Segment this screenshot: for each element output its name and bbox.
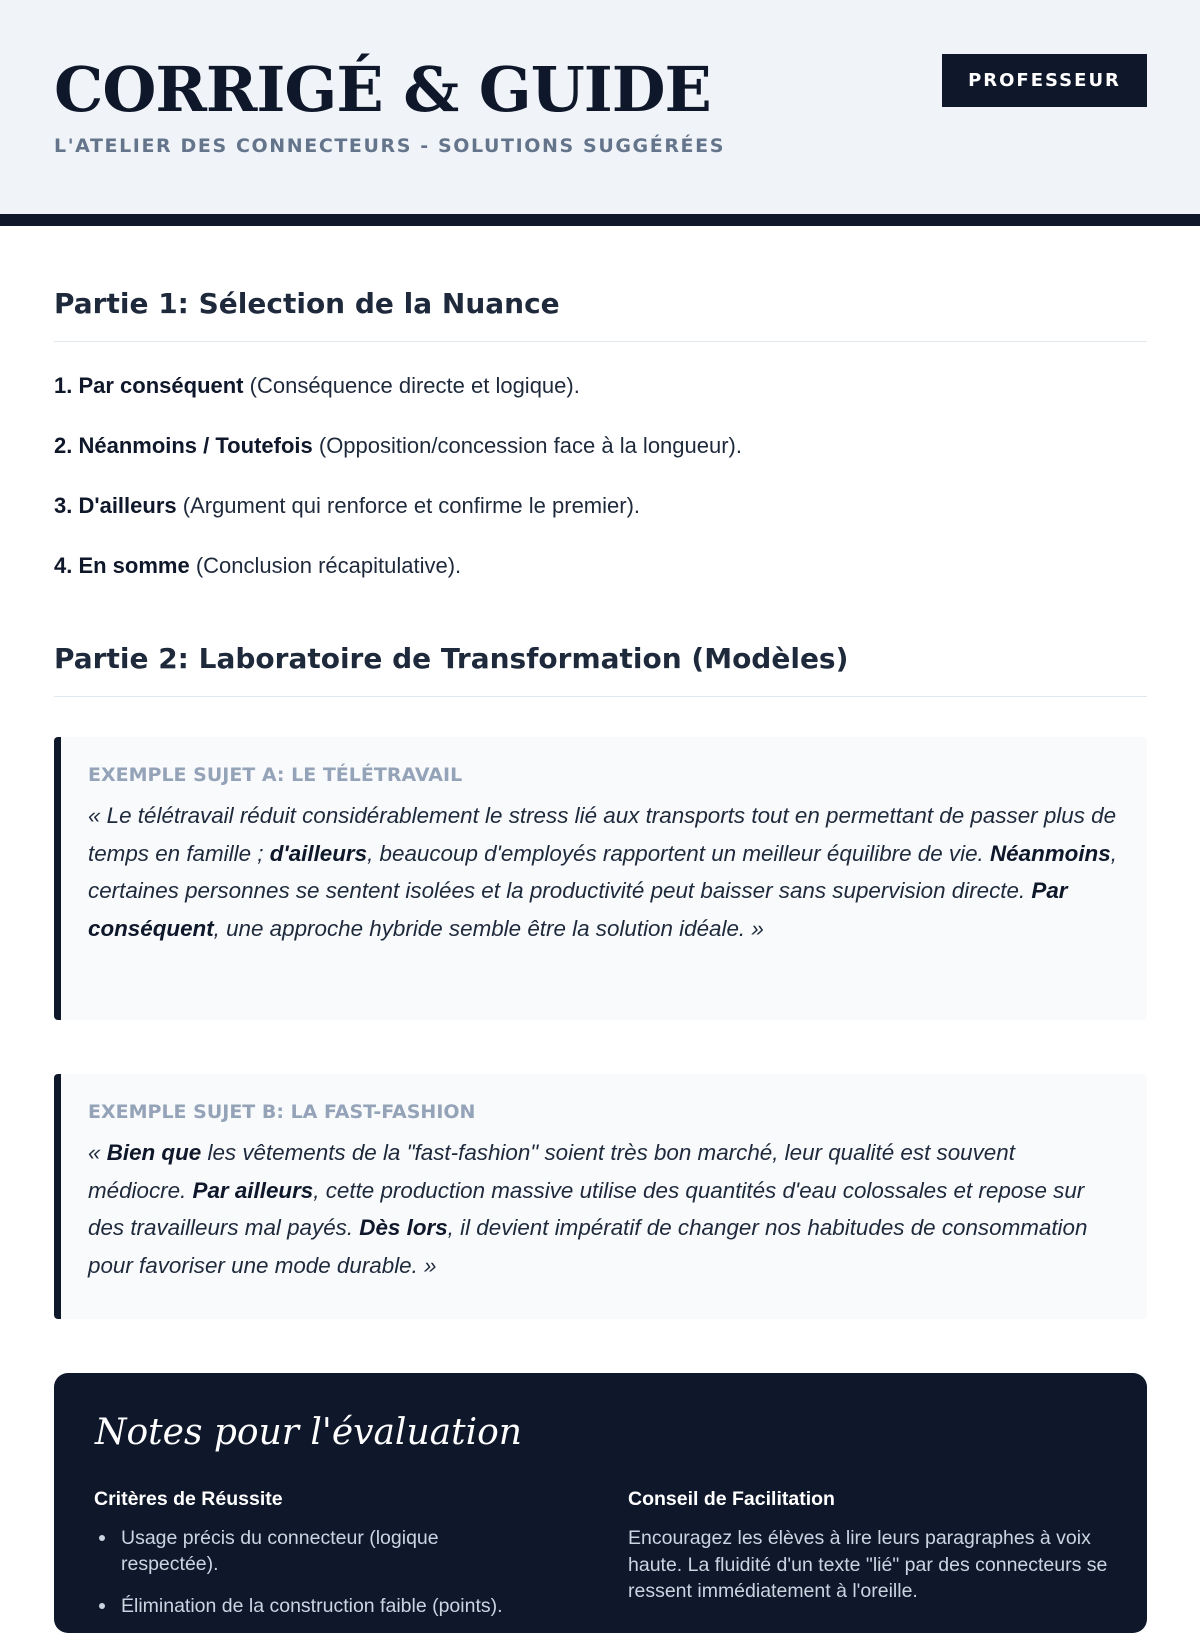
answer-explanation: (Conclusion récapitulative). (189, 553, 462, 578)
answer-explanation: (Conséquence directe et logique). (243, 373, 580, 398)
connector-highlight: Dès lors (359, 1215, 448, 1240)
part1-heading: Partie 1: Sélection de la Nuance (54, 287, 560, 320)
answer-connector: 4. En somme (54, 553, 190, 578)
example-card-a (54, 737, 1147, 1020)
role-badge: PROFESSEUR (942, 54, 1147, 107)
advice-text: Encouragez les élèves à lire leurs paragraphes à voix haute. La fluidité d'un texte "lié" par des connecteurs se ressent immédiatement à l'oreille. (628, 1527, 1108, 1602)
answer-connector: 1. Par conséquent (54, 373, 244, 398)
page-subtitle: L'ATELIER DES CONNECTEURS - SOLUTIONS SUGGÉRÉES (54, 135, 725, 157)
evaluation-notes-panel (54, 1373, 1147, 1633)
answer-item (54, 491, 640, 521)
criteria-title: Critères de Réussite (94, 1488, 283, 1510)
example-card-b (54, 1074, 1147, 1319)
connector-highlight: Bien que (106, 1140, 202, 1165)
page-title: CORRIGÉ & GUIDE (54, 53, 711, 126)
header-divider (0, 214, 1200, 226)
answer-explanation: (Argument qui renforce et confirme le premier). (176, 493, 641, 518)
example-label: EXEMPLE SUJET B: LA FAST-FASHION (88, 1101, 476, 1123)
answer-connector: 3. D'ailleurs (54, 493, 177, 518)
criteria-item: Élimination de la construction faible (points). (95, 1593, 525, 1619)
example-text: « Le télétravail réduit considérablement le stress lié aux transports tout en permettant de passer plus de temps en famille ; d'ailleurs, beaucoup d'employés rapportent un meilleur équilibre de vie. Néanmoins, certaines personnes se sentent isolées et la productivité peut baisser sans supervision directe. Par conséquent, une approche hybride semble être la solution idéale. » (88, 803, 1117, 941)
example-text: « Bien que les vêtements de la "fast-fashion" soient très bon marché, leur qualité est souvent médiocre. Par ailleurs, cette production massive utilise des quantités d'eau colossales et repose sur des travailleurs mal payés. Dès lors, il devient impératif de changer nos habitudes de consommation pour favoriser une mode durable. » (88, 1140, 1088, 1278)
answer-connector: 2. Néanmoins / Toutefois (54, 433, 313, 458)
connector-highlight: Par ailleurs (192, 1177, 314, 1203)
answer-item (54, 551, 461, 581)
connector-highlight: Néanmoins (990, 840, 1111, 866)
connector-highlight: Par conséquent (88, 878, 1068, 941)
advice-title: Conseil de Facilitation (628, 1488, 835, 1510)
page-header (0, 0, 1200, 214)
answer-item (54, 431, 742, 461)
criteria-item: Usage précis du connecteur (logique respectée). (95, 1525, 525, 1577)
notes-title: Notes pour l'évaluation (95, 1412, 522, 1453)
part1-divider (54, 341, 1147, 342)
connector-highlight: d'ailleurs (269, 840, 368, 866)
answer-explanation: (Opposition/concession face à la longueur). (312, 433, 742, 458)
example-label: EXEMPLE SUJET A: LE TÉLÉTRAVAIL (88, 764, 463, 786)
answer-item (54, 371, 580, 401)
part2-heading: Partie 2: Laboratoire de Transformation (Modèles) (54, 642, 849, 675)
part2-divider (54, 696, 1147, 697)
criteria-list (95, 1525, 525, 1635)
